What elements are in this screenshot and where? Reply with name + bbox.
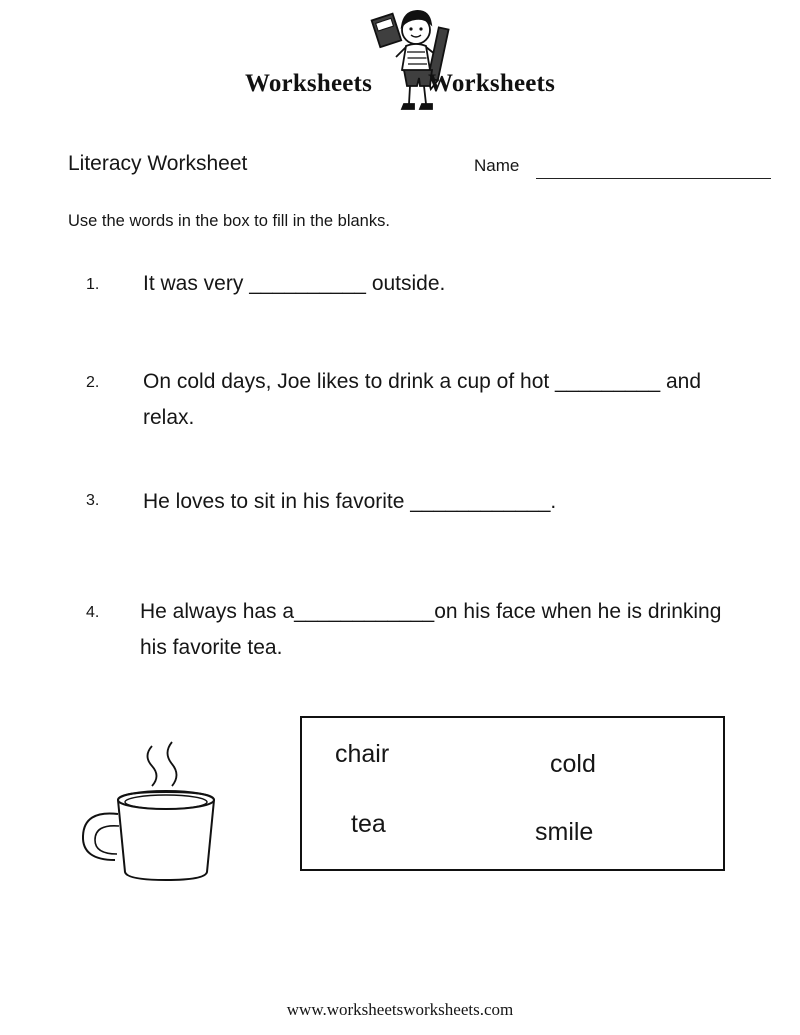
steaming-mug-icon [60, 740, 245, 890]
site-logo [0, 8, 800, 126]
question-number: 2. [86, 374, 100, 391]
question-number: 1. [86, 276, 100, 293]
question-text: It was very __________ outside. [143, 272, 446, 295]
question-number: 4. [86, 604, 100, 621]
word-bank-item[interactable]: chair [335, 740, 390, 768]
question-text: He always has a____________on his face when he is drinking his favorite tea. [140, 600, 722, 659]
logo-wordmark [230, 70, 570, 98]
question-text: He loves to sit in his favorite ____________. [143, 490, 557, 513]
word-bank-item[interactable]: tea [351, 810, 386, 838]
word-bank-box [300, 716, 725, 871]
question-number: 3. [86, 492, 100, 509]
name-blank-line[interactable] [536, 178, 771, 179]
title-row [0, 152, 800, 186]
instructions-text: Use the words in the box to fill in the blanks. [68, 212, 390, 230]
footer-url: www.worksheetsworksheets.com [286, 1000, 514, 1019]
word-bank-item[interactable]: cold [550, 750, 596, 778]
word-bank-item[interactable]: smile [535, 818, 594, 846]
page-title: Literacy Worksheet [68, 152, 248, 175]
name-label: Name [474, 156, 520, 175]
boy-with-book-and-pencil-icon [366, 8, 462, 120]
question-text: On cold days, Joe likes to drink a cup of hot _________ and relax. [143, 370, 702, 429]
logo-word-right: Worksheets [428, 70, 555, 97]
logo-word-left: Worksheets [245, 70, 372, 97]
